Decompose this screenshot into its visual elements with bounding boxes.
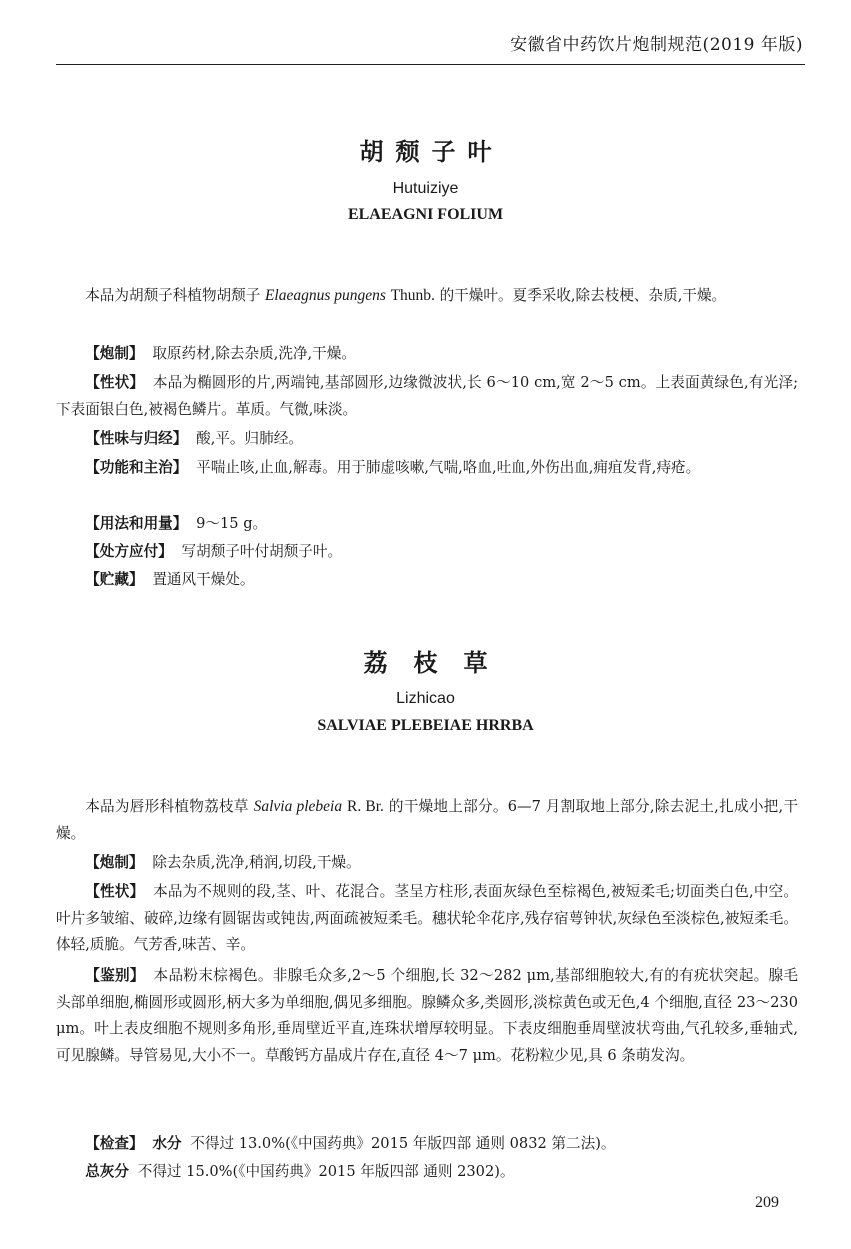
entry1-intro-after: 的干燥叶。夏季采收,除去枝梗、杂质,干燥。 — [439, 287, 727, 304]
entry1-paozhi-label: 【炮制】 — [85, 345, 144, 362]
entry2-latin-name: SALVIAE PLEBEIAE HRRBA — [317, 717, 534, 734]
entry2-shuifen-text: 不得过 13.0%(《中国药典》2015 年版四部 通则 0832 第二法)。 — [190, 1135, 616, 1152]
entry2-jianbie-text: 本品粉末棕褐色。非腺毛众多,2～5 个细胞,长 32～282 μm,基部细胞较大,有的有疣状突起。腺毛头部单细胞,椭圆形或圆形,柄大多为单细胞,偶见多细胞。腺鳞众多,类圆形,淡棕黄色或无色,4 个细胞,直径 23～230 μm。叶上表皮细胞不规则多角形,垂周壁近平直,连珠状增厚较明显。下表皮细胞垂周壁波状弯曲,气孔较多,垂轴式,可见腺鳞。导管易见,大小不一。草酸钙方晶成片存在,直径 4～7 μm。花粉粒少见,具 6 条萌发沟。 — [56, 967, 798, 1064]
entry1-xingwei-label: 【性味与归经】 — [85, 430, 188, 447]
entry1-pinyin: Hutuiziye — [392, 180, 459, 197]
entry1-xingzhuang-text: 本品为椭圆形的片,两端钝,基部圆形,边缘微波状,长 6～10 cm,宽 2～5 cm。上表面黄绿色,有光泽;下表面银白色,被褐色鳞片。革质。气微,味淡。 — [56, 374, 798, 418]
entry2-paozhi-text: 除去杂质,洗净,稍润,切段,干燥。 — [152, 854, 361, 871]
entry1-chufang-label: 【处方应付】 — [85, 543, 173, 560]
entry2-zonghuifen — [56, 1159, 798, 1186]
entry1-zhucang — [56, 567, 798, 594]
page-number: 209 — [755, 1194, 779, 1211]
entry2-jianbie-label: 【鉴别】 — [85, 967, 145, 984]
entry1-xingzhuang — [56, 370, 798, 423]
entry1-gongneng — [56, 455, 798, 482]
entry2-xingzhuang-text: 本品为不规则的段,茎、叶、花混合。茎呈方柱形,表面灰绿色至棕褐色,被短柔毛;切面类白色,中空。叶片多皱缩、破碎,边缘有圆锯齿或钝齿,两面疏被短柔毛。穗状轮伞花序,残存宿萼钟状,灰绿色至淡棕色,被短柔毛。体轻,质脆。气芳香,味苦、辛。 — [56, 883, 798, 953]
entry1-yongfa-label: 【用法和用量】 — [85, 515, 188, 532]
entry1-gongneng-text: 平喘止咳,止血,解毒。用于肺虚咳嗽,气喘,咯血,吐血,外伤出血,痈疽发背,痔疮。 — [196, 459, 701, 476]
entry1-intro-before: 本品为胡颓子科植物胡颓子 — [85, 287, 261, 304]
entry2-intro-after: 的干燥地上部分。6—7 月割取地上部分,除去泥土,扎成小把,干燥。 — [56, 798, 799, 842]
entry2-paozhi-label: 【炮制】 — [85, 854, 144, 871]
entry1-paozhi-text: 取原药材,除去杂质,洗净,干燥。 — [152, 345, 356, 362]
entry1-intro-author: Thunb. — [390, 287, 435, 304]
header-rule — [56, 64, 805, 65]
entry1-intro-species: Elaeagnus pungens — [264, 287, 386, 304]
entry2-xingzhuang — [56, 879, 798, 959]
entry1-title: 胡颓子叶 — [359, 138, 504, 166]
entry1-latin-name: ELAEAGNI FOLIUM — [347, 206, 504, 223]
entry1-zhucang-label: 【贮藏】 — [85, 571, 144, 588]
entry2-jiancha-label: 【检查】 — [85, 1135, 144, 1152]
entry1-chufang — [56, 539, 798, 566]
entry2-zonghuifen-label: 总灰分 — [85, 1163, 129, 1180]
entry1-chufang-text: 写胡颓子叶付胡颓子叶。 — [181, 543, 343, 560]
entry2-paozhi — [56, 850, 798, 877]
entry2-zonghuifen-text: 不得过 15.0%(《中国药典》2015 年版四部 通则 2302)。 — [137, 1163, 515, 1180]
entry2-pinyin: Lizhicao — [396, 690, 455, 707]
entry2-intro-author: R. Br. — [347, 798, 384, 815]
entry2-intro — [56, 794, 798, 847]
entry2-intro-before: 本品为唇形科植物荔枝草 — [85, 798, 249, 815]
entry2-jiancha — [56, 1131, 798, 1158]
entry2-intro-species: Salvia plebeia — [253, 798, 343, 815]
entry1-zhucang-text: 置通风干燥处。 — [152, 571, 255, 588]
entry2-jianbie — [56, 963, 798, 1069]
entry1-yongfa — [56, 511, 798, 538]
entry2-shuifen-label: 水分 — [152, 1135, 182, 1152]
entry1-xingwei — [56, 426, 798, 453]
entry1-intro — [56, 283, 798, 310]
entry1-xingwei-text: 酸,平。归肺经。 — [196, 430, 303, 447]
entry1-yongfa-text: 9～15 g。 — [196, 515, 268, 532]
entry1-gongneng-label: 【功能和主治】 — [85, 459, 188, 476]
entry1-xingzhuang-label: 【性状】 — [85, 374, 145, 391]
entry2-title: 荔枝草 — [363, 649, 514, 677]
entry1-paozhi — [56, 341, 798, 368]
running-header: 安徽省中药饮片炮制规范(2019 年版) — [510, 35, 803, 55]
entry2-xingzhuang-label: 【性状】 — [85, 883, 145, 900]
